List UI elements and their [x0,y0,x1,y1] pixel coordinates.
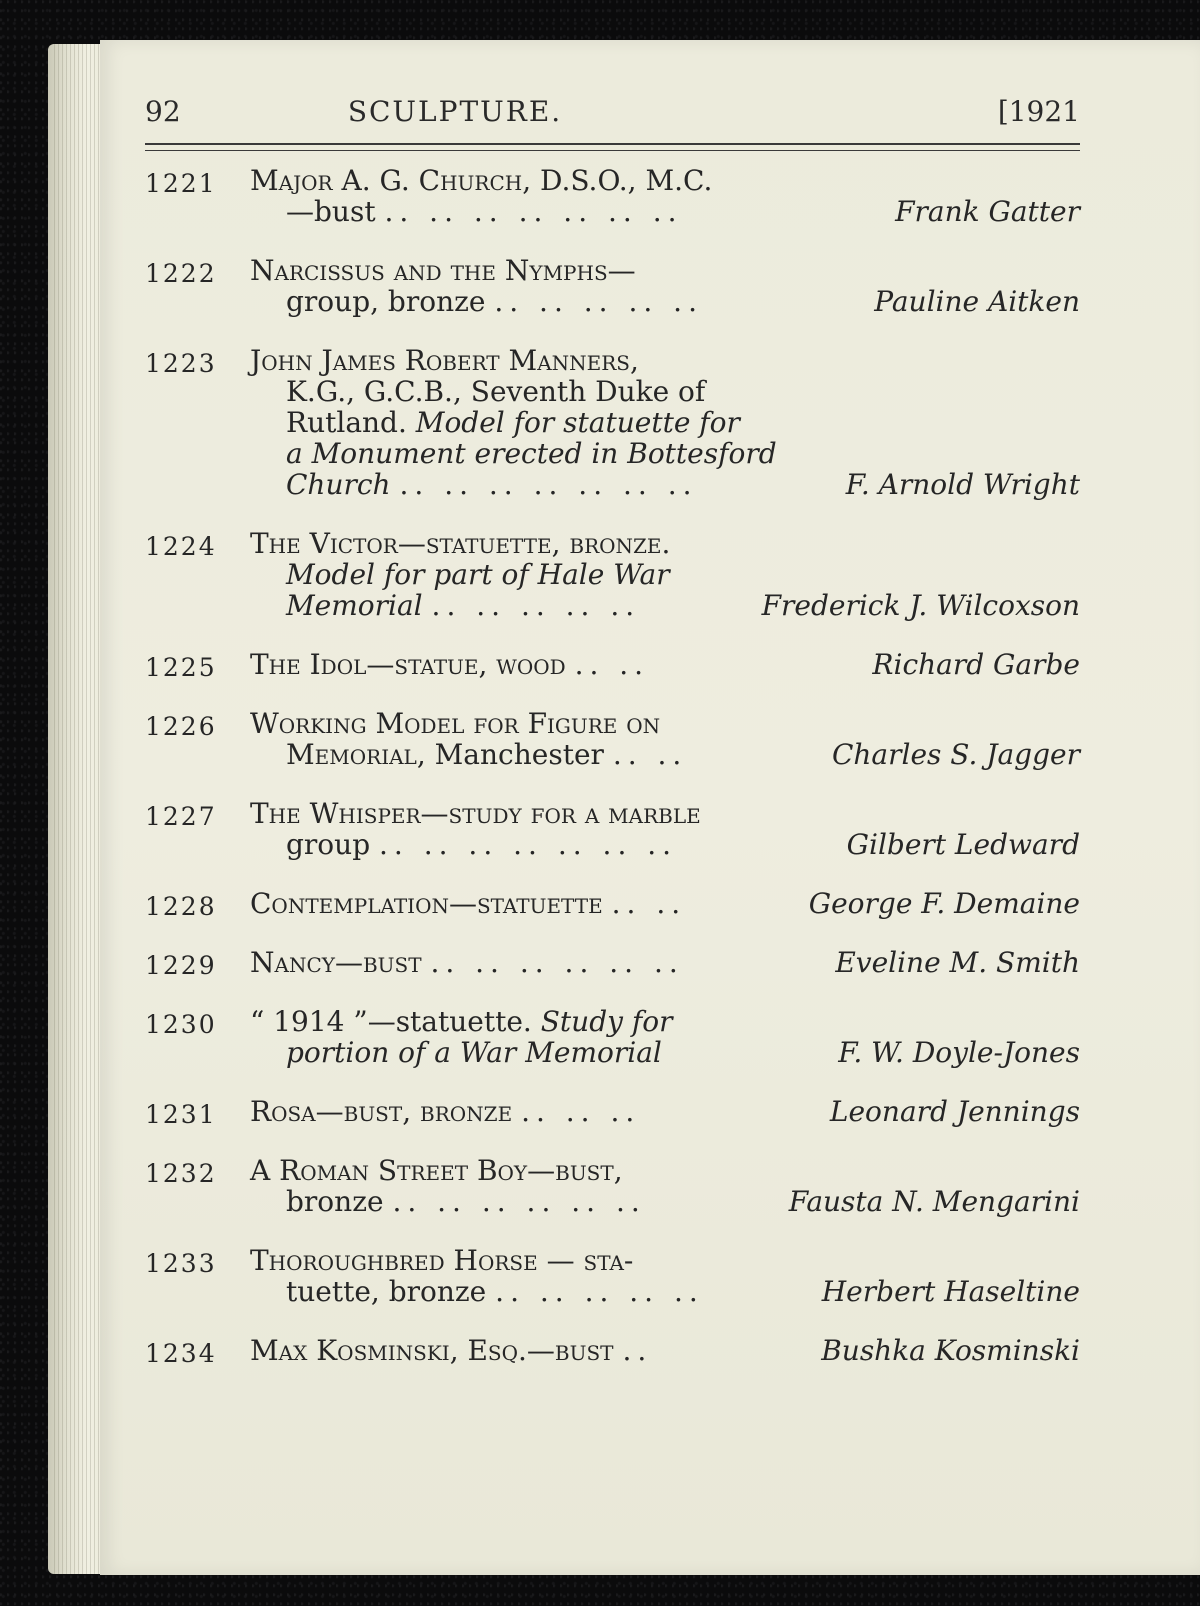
entry-number: 1222 [145,259,217,288]
entry-text [250,798,795,860]
entry-number: 1225 [145,653,217,682]
entry-title: John James Robert Manners, [250,344,639,377]
leader-dots: .. .. .. .. .. .. .. [379,828,678,861]
entry-title: Rosa—bust, bronze [250,1095,513,1128]
entry-number: 1231 [145,1100,217,1129]
entry-artist: Fausta N. Mengarini [788,1185,1080,1218]
entry-title: “ 1914 ”—statuette. [250,1005,532,1038]
entry-text [250,1006,795,1068]
entry-number: 1232 [145,1159,217,1188]
entry-title: The Idol—statue, wood [250,648,566,681]
catalogue-entry [145,528,1080,621]
entry-text [250,528,795,621]
entry-number: 1223 [145,349,217,378]
leader-dots: .. .. .. [521,1095,641,1128]
leader-dots: .. .. .. .. .. .. [392,1185,646,1218]
catalogue-entry [145,1096,1080,1127]
entry-artist: Pauline Aitken [874,285,1080,318]
entry-artist: Charles S. Jagger [831,738,1080,771]
catalogue-entry [145,165,1080,227]
catalogue-entry [145,798,1080,860]
leader-dots: .. .. .. .. .. [431,589,641,622]
entry-text [250,708,795,770]
entry-number: 1228 [145,892,217,921]
entry-line: Rutland. [286,406,407,439]
entry-text [250,649,795,680]
entry-line-smallcaps: Memorial, [286,738,426,771]
leader-dots: .. .. [611,887,687,920]
catalogue-entry [145,1155,1080,1217]
entry-artist: Eveline M. Smith [835,946,1080,979]
entry-artist: George F. Demaine [808,887,1080,920]
entry-desc: bronze [286,1185,384,1218]
entry-artist: Bushka Kosminski [821,1334,1080,1367]
entry-text [250,947,795,978]
entry-title: Contemplation—statuette [250,887,603,920]
leader-dots: .. .. .. .. .. .. .. [384,195,683,228]
entry-title: A Roman Street Boy—bust, [250,1154,623,1187]
entry-number: 1227 [145,802,217,831]
entry-desc: tuette, bronze [286,1275,487,1308]
entry-line-italic: a Monument erected in Bottesford [286,437,777,470]
entry-number: 1224 [145,532,217,561]
entry-number: 1230 [145,1010,217,1039]
entry-artist: Herbert Haseltine [821,1275,1080,1308]
entry-artist: F. Arnold Wright [845,468,1080,501]
entry-title: The Victor—statuette, bronze. [250,527,671,560]
entry-text [250,345,795,500]
entry-artist: Frederick J. Wilcoxson [761,589,1080,622]
entry-line: K.G., G.C.B., Seventh Duke of [286,375,706,408]
leader-dots: .. .. .. .. .. [494,285,703,318]
leader-dots: .. .. .. .. .. [495,1275,704,1308]
catalogue-entry [145,255,1080,317]
entry-artist: F. W. Doyle-Jones [838,1036,1080,1069]
entry-desc: group, bronze [286,285,486,318]
catalogue-entry [145,708,1080,770]
entry-number: 1233 [145,1249,217,1278]
entry-text [250,888,795,919]
entry-artist: Gilbert Ledward [846,828,1080,861]
catalogue-entry [145,947,1080,978]
entry-desc: —bust [286,195,376,228]
entry-line-italic: Church [286,468,391,501]
page-title: SCULPTURE. [347,95,563,128]
entry-number: 1234 [145,1339,217,1368]
entry-line: Manchester [434,738,604,771]
entry-title: Working Model for Figure on [250,707,661,740]
entry-desc: group [286,828,371,861]
entry-number: 1226 [145,712,217,741]
entry-title: Thoroughbred Horse — sta- [250,1244,634,1277]
entry-artist: Frank Gatter [895,195,1080,228]
entry-number: 1221 [145,169,217,198]
entry-text [250,165,795,227]
page-number: 92 [145,95,181,128]
catalogue-entry [145,345,1080,500]
entry-artist: Leonard Jennings [829,1095,1080,1128]
entry-artist: Richard Garbe [872,648,1080,681]
entry-line-italic: Model for part of Hale War [286,558,670,591]
entry-title: Max Kosminski, Esq.—bust [250,1334,614,1367]
entry-line-italic: Study for [540,1005,673,1038]
entry-title: The Whisper—study for a marble [250,797,701,830]
leader-dots: .. .. .. .. .. .. .. [399,468,698,501]
catalogue-entry [145,649,1080,680]
entry-text [250,1096,795,1127]
leader-dots: .. .. [574,648,650,681]
catalogue-list [145,165,1080,1394]
entry-title: Narcissus and the Nymphs— [250,254,636,287]
leader-dots: .. .. [612,738,688,771]
leader-dots: .. .. .. .. .. .. [430,946,684,979]
entry-number: 1229 [145,951,217,980]
entry-title: Nancy—bust [250,946,422,979]
entry-line-italic: Model for statuette for [415,406,740,439]
entry-text [250,1155,795,1217]
entry-text [250,1335,795,1366]
catalogue-entry [145,1335,1080,1366]
catalogue-entry [145,1006,1080,1068]
header-rule [145,143,1080,151]
leader-dots: .. [622,1334,653,1367]
catalogue-entry [145,888,1080,919]
entry-line-italic: portion of a War Memorial [286,1036,662,1069]
catalogue-entry [145,1245,1080,1307]
page-year: [1921 [997,95,1080,128]
running-header [145,95,1080,145]
entry-line-italic: Memorial [286,589,423,622]
entry-text [250,1245,795,1307]
entry-title: Major A. G. Church, D.S.O., M.C. [250,164,713,197]
entry-text [250,255,795,317]
